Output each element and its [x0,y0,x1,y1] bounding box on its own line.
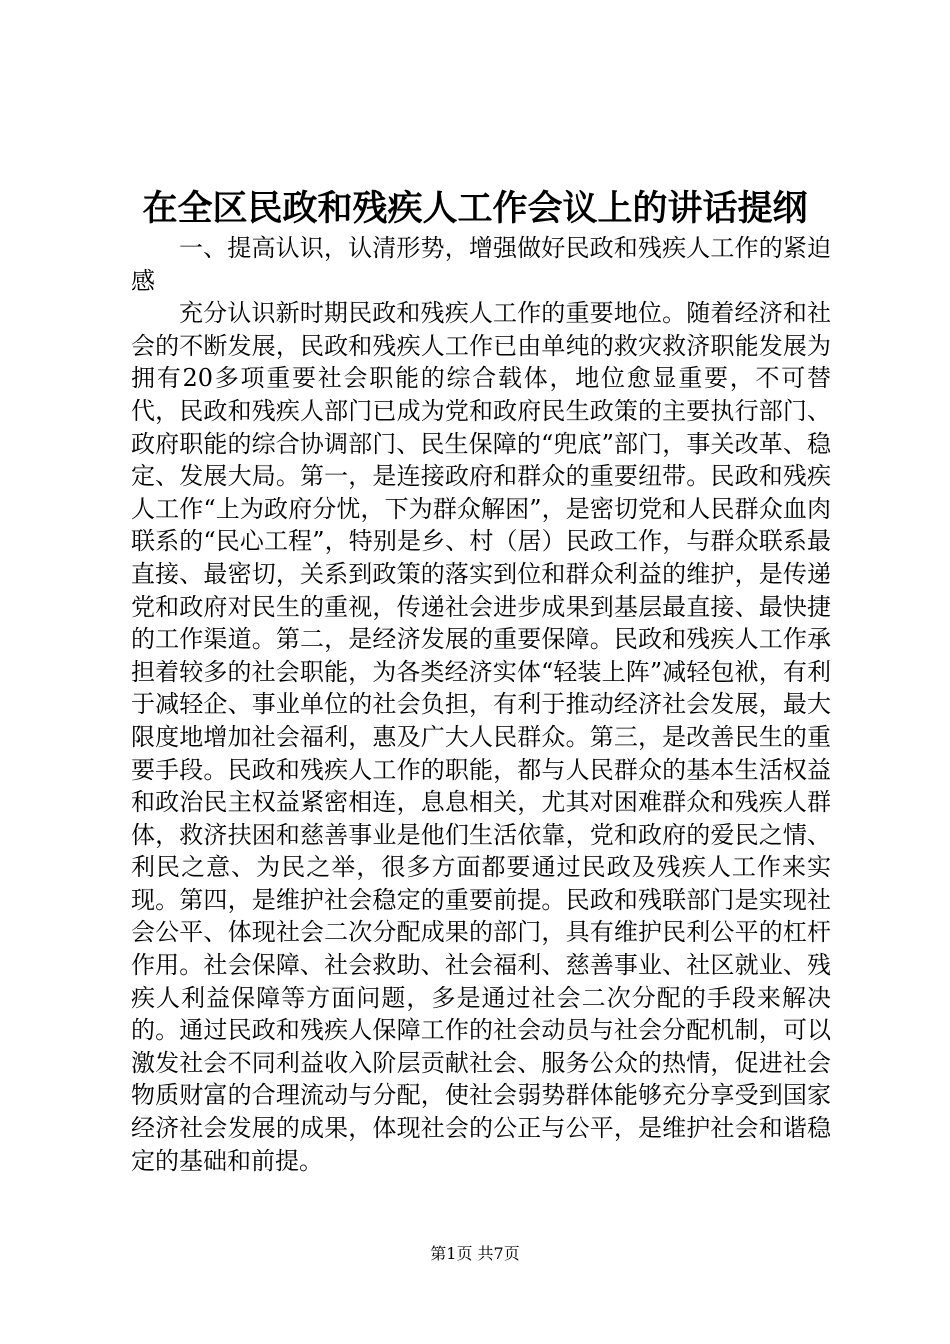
document-body [131,210,831,1177]
document-title: 在全区民政和残疾人工作会议上的讲话提纲 [142,188,808,229]
page-number-footer: 第1页 共7页 [430,1244,520,1263]
body-paragraph: 充分认识新时期民政和残疾人工作的重要地位。随着经济和社会的不断发展，民政和残疾人工作已由单纯的救灾救济职能发展为拥有20多项重要社会职能的综合载体，地位愈显重要，不可替代，民政和残疾人部门已成为党和政府民生政策的主要执行部门、政府职能的综合协调部门、民生保障的“兜底”部门，事关改革、稳定、发展大局。第一，是连接政府和群众的重要纽带。民政和残疾人工作“上为政府分忧，下为群众解困”，是密切党和人民群众血肉联系的“民心工程”，特别是乡、村（居）民政工作，与群众联系最直接、最密切，关系到政策的落实到位和群众利益的维护，是传递党和政府对民生的重视，传递社会进步成果到基层最直接、最快捷的工作渠道。第二，是经济发展的重要保障。民政和残疾人工作承担着较多的社会职能，为各类经济实体“轻装上阵”减轻包袱，有利于减轻企、事业单位的社会负担，有利于推动经济社会发展，最大限度地增加社会福利，惠及广大人民群众。第三，是改善民生的重要手段。民政和残疾人工作的职能，都与人民群众的基本生活权益和政治民主权益紧密相连，息息相关，尤其对困难群众和残疾人群体，救济扶困和慈善事业是他们生活依靠，党和政府的爱民之情、利民之意、为民之举，很多方面都要通过民政及残疾人工作来实现。第四，是维护社会稳定的重要前提。民政和残联部门是实现社会公平、体现社会二次分配成果的部门，具有维护民利公平的杠杆作用。社会保障、社会救助、社会福利、慈善事业、社区就业、残疾人利益保障等方面问题，多是通过社会二次分配的手段来解决的。通过民政和残疾人保障工作的社会动员与社会分配机制，可以激发社会不同利益收入阶层贡献社会、服务公众的热情，促进社会物质财富的合理流动与分配，使社会弱势群体能够充分享受到国家经济社会发展的成果，体现社会的公正与公平，是维护社会和谐稳定的基础和前提。 [131,299,831,1175]
section-heading: 一、提高认识，认清形势，增强做好民政和残疾人工作的紧迫感 [131,234,831,295]
